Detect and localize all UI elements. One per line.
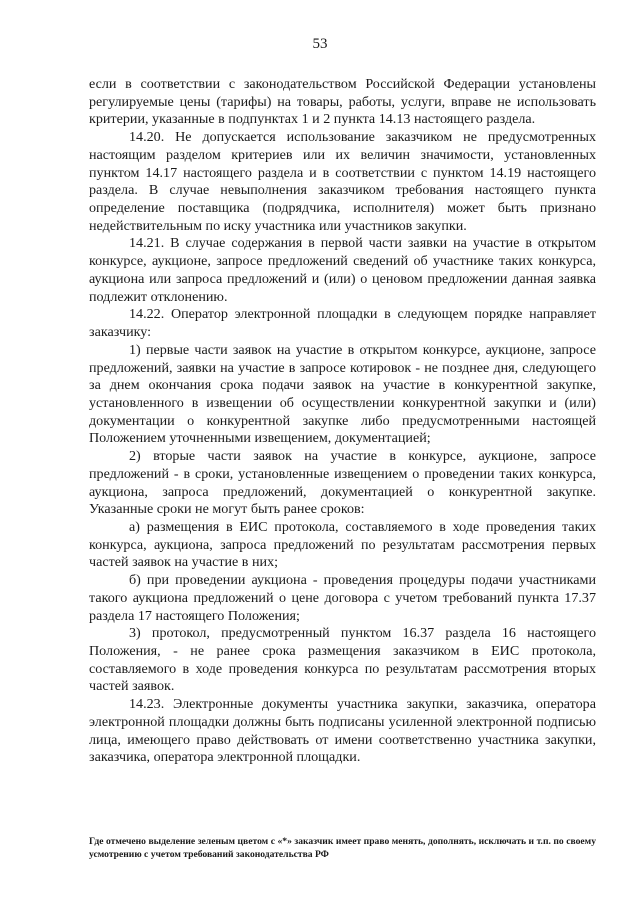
list-item-2b: б) при проведении аукциона - проведения процедуры подачи участниками такого аукциона предложений о цене договора с учетом требований пункта 17.37 раздела 17 настоящего Положения; — [89, 572, 596, 624]
list-item-3: 3) протокол, предусмотренный пунктом 16.37 раздела 16 настоящего Положения, - не ранее срока размещения заказчиком в ЕИС протокола, составляемого в ходе проведения конкурса по результатам рассмотрения вторых частей заявок. — [89, 625, 596, 695]
paragraph-continuation: если в соответствии с законодательством Российской Федерации установлены регулируемые цены (тарифы) на товары, работы, услуги, вправе не использовать критерии, указанные в подпунктах 1 и 2 пункта 14.13 настоящего раздела. — [89, 76, 596, 128]
page-number: 53 — [312, 36, 328, 52]
list-item-2: 2) вторые части заявок на участие в конкурсе, аукционе, запросе предложений - в сроки, установленные извещением о проведении таких конкурса, аукциона, запроса предложений, документацией о конкурентной закупке. Указанные сроки не могут быть ранее сроков: — [89, 448, 596, 518]
paragraph-14-23: 14.23. Электронные документы участника закупки, заказчика, оператора электронной площадки должны быть подписаны усиленной электронной подписью лица, имеющего право действовать от имени соответственно участника закупки, заказчика, оператора электронной площадки. — [89, 696, 596, 766]
paragraph-14-22: 14.22. Оператор электронной площадки в следующем порядке направляет заказчику: — [89, 306, 596, 341]
footer-note: Где отмечено выделение зеленым цветом с «*» заказчик имеет право менять, дополнять, исключать и т.п. по своему усмотрению с учетом требований законодательства РФ — [89, 836, 596, 860]
list-item-1: 1) первые части заявок на участие в открытом конкурсе, аукционе, запросе предложений, заявки на участие в запросе котировок - не позднее дня, следующего за днем окончания срока подачи заявок на участие в конкурентной закупке, установленного в извещении об осуществлении конкурентной закупки и (или) документации о конкурентной закупке либо предусмотренными настоящей Положением уточненными извещением, документацией; — [89, 341, 596, 447]
paragraph-14-21: 14.21. В случае содержания в первой части заявки на участие в открытом конкурсе, аукционе, запросе предложений сведений об участнике таких конкурса, аукциона или запроса предложений и (или) о ценовом предложении данная заявка подлежит отклонению. — [89, 235, 596, 305]
paragraph-14-20: 14.20. Не допускается использование заказчиком не предусмотренных настоящим разделом критериев или их величин значимости, установленных пунктом 14.17 настоящего раздела и в соответствии с пунктом 14.19 настоящего раздела. В случае невыполнения заказчиком требования настоящего пункта определение поставщика (подрядчика, исполнителя) может быть признано недействительным по иску участника или участников закупки. — [89, 129, 596, 234]
document-body — [89, 76, 596, 767]
list-item-2a: а) размещения в ЕИС протокола, составляемого в ходе проведения таких конкурса, аукциона, запроса предложений по результатам рассмотрения первых частей заявок на участие в них; — [89, 518, 596, 571]
